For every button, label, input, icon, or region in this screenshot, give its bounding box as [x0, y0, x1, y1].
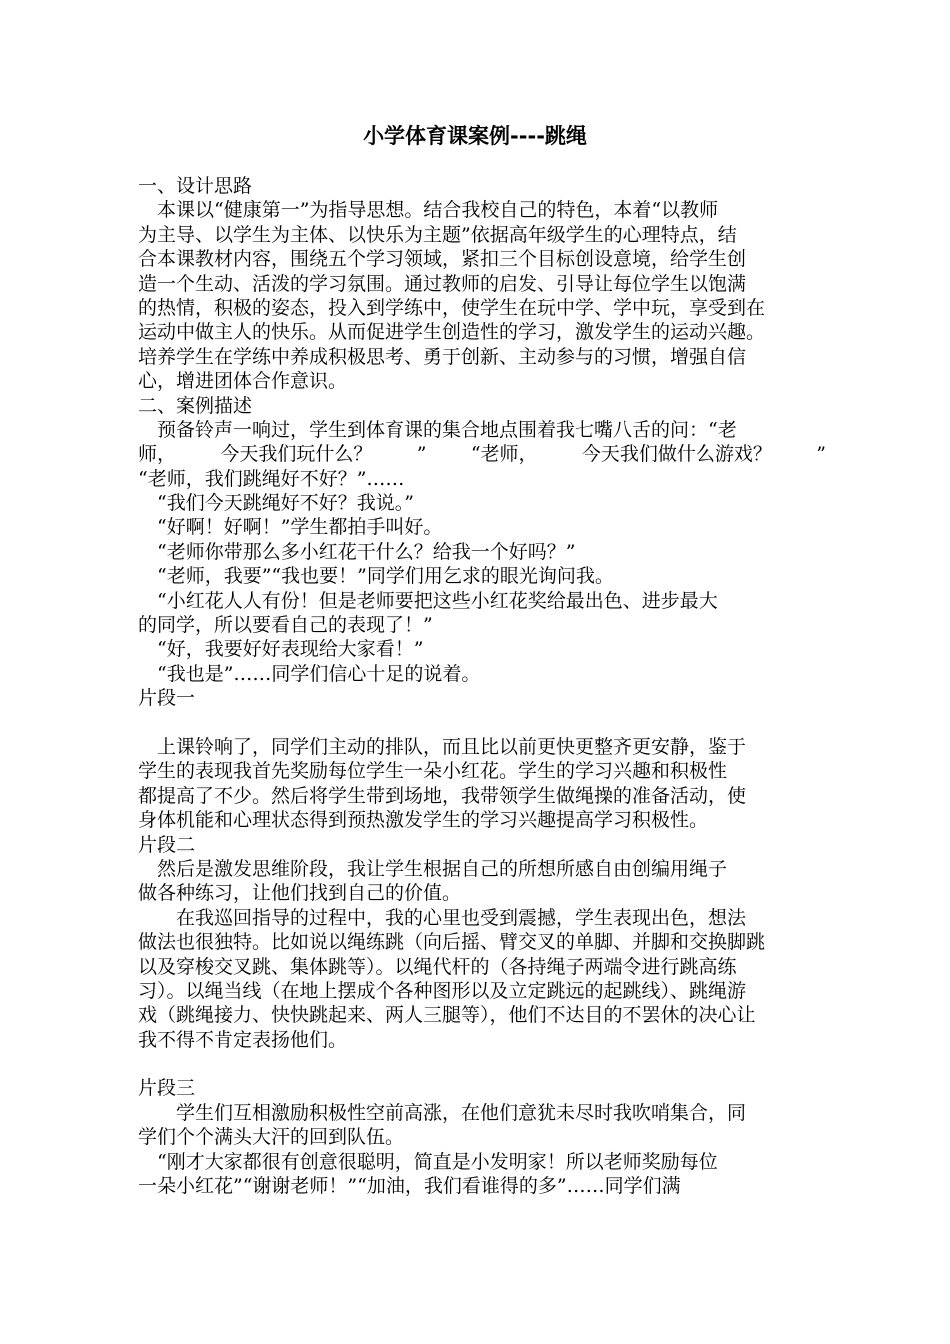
paragraph-line: 培养学生在学练中养成积极思考、勇于创新、主动参与的习惯，增强自信 — [138, 345, 747, 368]
dialogue-line: “我也是”……同学们信心十足的说着。 — [138, 662, 481, 685]
paragraph-line: 以及穿梭交叉跳、集体跳等）。以绳代杆的（各持绳子两端令进行跳高练 — [138, 955, 737, 978]
blank-line — [138, 711, 838, 735]
dialogue-line: “老师，我要”“我也要！”同学们用乞求的眼光询问我。 — [138, 565, 614, 588]
justified-segment: 师， — [138, 443, 177, 466]
section-heading-design: 一、设计思路 — [138, 175, 253, 197]
document-title: 小学体育课案例----跳绳 — [363, 124, 587, 148]
justified-segment: “老师， — [470, 443, 538, 466]
paragraph-line: 运动中做主人的快乐。从而促进学生创造性的学习，激发学生的运动兴趣。 — [138, 321, 766, 344]
document-body — [138, 174, 838, 1198]
paragraph-line: 心，增进团体合作意识。 — [138, 370, 348, 393]
paragraph-line: 一朵小红花”“谢谢老师！”“加油，我们看谁得的多”……同学们满 — [138, 1175, 681, 1198]
paragraph-line: 然后是激发思维阶段，我让学生根据自己的所想所感自由创编用绳子 — [138, 857, 728, 880]
paragraph-line-justified — [138, 442, 826, 466]
segment-heading-1: 片段一 — [138, 687, 196, 710]
segment-heading-3: 片段三 — [138, 1077, 196, 1100]
paragraph-line: 预备铃声一响过，学生到体育课的集合地点围着我七嘴八舌的问：“老 — [138, 418, 737, 441]
paragraph-line: “刚才大家都很有创意很聪明，简直是小发明家！所以老师奖励每位 — [138, 1150, 718, 1173]
paragraph-line: 做各种练习，让他们找到自己的价值。 — [138, 882, 462, 905]
dialogue-line: “好，我要好好表现给大家看！” — [138, 638, 424, 661]
paragraph-line: 习）。以绳当线（在地上摆成个各种图形以及立定跳远的起跳线）、跳绳游 — [138, 979, 747, 1002]
segment-heading-2: 片段二 — [138, 833, 196, 856]
paragraph-line: 学们个个满头大汗的回到队伍。 — [138, 1126, 405, 1149]
blank-line — [138, 1052, 838, 1076]
justified-segment: 今天我们做什么游戏？ — [581, 443, 772, 466]
justified-segment: 今天我们玩什么？ — [220, 443, 373, 466]
paragraph-line: 都提高了不少。然后将学生带到场地，我带领学生做绳操的准备活动，使 — [138, 784, 747, 807]
justified-segment: ” — [416, 443, 427, 466]
paragraph-line: 学生的表现我首先奖励每位学生一朵小红花。学生的学习兴趣和积极性 — [138, 760, 728, 783]
dialogue-line: “小红花人人有份！但是老师要把这些小红花奖给最出色、进步最大 — [138, 589, 718, 612]
paragraph-line: 造一个生动、活泼的学习氛围。通过教师的启发、引导让每位学生以饱满 — [138, 272, 747, 295]
paragraph-line: 合本课教材内容，围绕五个学习领域，紧扣三个目标创设意境，给学生创 — [138, 248, 747, 271]
paragraph-line: 上课铃响了，同学们主动的排队，而且比以前更快更整齐更安静，鉴于 — [138, 735, 747, 758]
section-heading-case: 二、案例描述 — [138, 394, 253, 417]
paragraph-line: “老师，我们跳绳好不好？”…… — [138, 467, 405, 490]
justified-segment: ” — [816, 443, 826, 466]
paragraph-line: 做法也很独特。比如说以绳练跳（向后摇、臂交叉的单脚、并脚和交换脚跳 — [138, 931, 766, 954]
dialogue-line: “好啊！好啊！”学生都拍手叫好。 — [138, 516, 443, 539]
paragraph-line: 学生们互相激励积极性空前高涨，在他们意犹未尽时我吹哨集合，同 — [138, 1101, 747, 1124]
paragraph-line: 我不得不肯定表扬他们。 — [138, 1028, 348, 1051]
paragraph-line: 戏（跳绳接力、快快跳起来、两人三腿等），他们不达目的不罢休的决心让 — [138, 1004, 756, 1027]
paragraph-line: 在我巡回指导的过程中，我的心里也受到震撼，学生表现出色，想法 — [138, 906, 747, 929]
dialogue-line: “老师你带那么多小红花干什么？给我一个好吗？” — [138, 540, 576, 563]
paragraph-line: 的热情，积极的姿态，投入到学练中，使学生在玩中学、学中玩，享受到在 — [138, 296, 766, 319]
paragraph-line: 本课以“健康第一”为指导思想。结合我校自己的特色，本着“以教师 — [138, 199, 719, 222]
dialogue-line: 的同学，所以要看自己的表现了！” — [138, 614, 433, 637]
paragraph-line: 为主导、以学生为主体、以快乐为主题”依据高年级学生的心理特点，结 — [138, 223, 737, 246]
paragraph-line: 身体机能和心理状态得到预热激发学生的学习兴趣提高学习积极性。 — [138, 809, 709, 832]
dialogue-line: “我们今天跳绳好不好？我说。” — [138, 492, 414, 515]
